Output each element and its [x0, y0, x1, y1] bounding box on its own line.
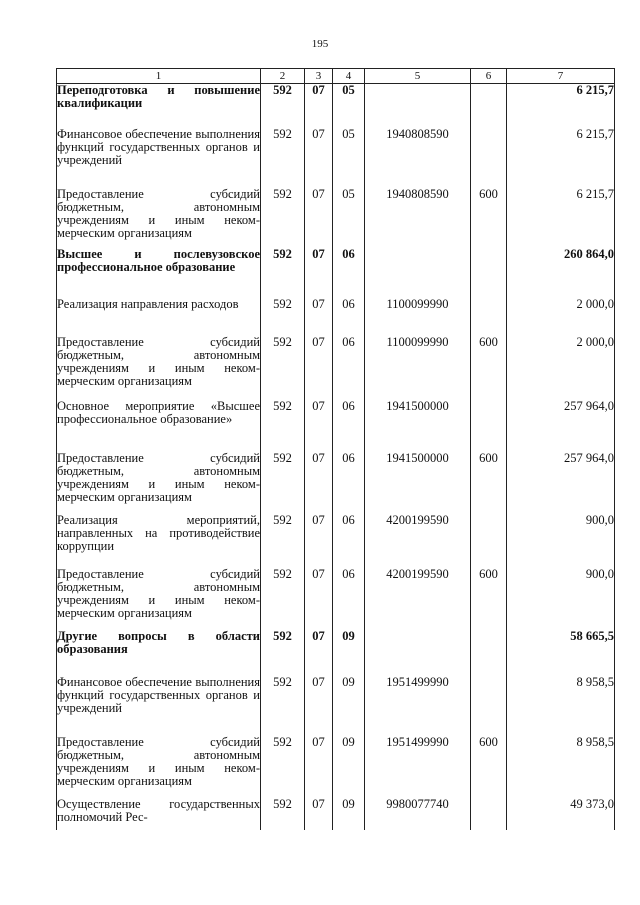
subsection-code-cell: 06 [333, 568, 365, 630]
ministry-code-cell: 592 [261, 514, 305, 568]
table-row [57, 248, 615, 298]
section-code-cell: 07 [305, 514, 333, 568]
expense-type-cell [471, 630, 507, 676]
row-name-cell: Переподготовка и повышение квалификации [57, 84, 261, 128]
ministry-code-cell: 592 [261, 452, 305, 514]
column-header-3: 3 [305, 69, 333, 84]
target-article-cell: 1951499990 [365, 676, 471, 736]
target-article-cell: 1941500000 [365, 400, 471, 452]
row-name-cell: Предоставление субсидий бюджетным, автономным учреждениям и иным некоммерческим организациям [57, 336, 261, 400]
amount-cell: 257 964,0 [507, 400, 615, 452]
target-article-cell: 4200199590 [365, 514, 471, 568]
ministry-code-cell: 592 [261, 568, 305, 630]
amount-cell: 8 958,5 [507, 736, 615, 798]
table-row [57, 336, 615, 400]
column-header-7: 7 [507, 69, 615, 84]
subsection-code-cell: 06 [333, 336, 365, 400]
subsection-code-cell: 09 [333, 798, 365, 830]
ministry-code-cell: 592 [261, 298, 305, 336]
ministry-code-cell: 592 [261, 84, 305, 128]
subsection-code-cell: 05 [333, 84, 365, 128]
amount-cell: 900,0 [507, 514, 615, 568]
section-code-cell: 07 [305, 798, 333, 830]
table-row [57, 298, 615, 336]
expense-type-cell [471, 400, 507, 452]
amount-cell: 260 864,0 [507, 248, 615, 298]
page-number: 195 [311, 38, 329, 50]
expense-type-cell: 600 [471, 336, 507, 400]
expense-type-cell [471, 298, 507, 336]
expense-type-cell [471, 798, 507, 830]
target-article-cell: 1100099990 [365, 298, 471, 336]
expense-type-cell: 600 [471, 568, 507, 630]
row-name-cell: Предоставление субсидий бюджетным, автономным учреждениям и иным некоммерческим организациям [57, 188, 261, 248]
subsection-code-cell: 05 [333, 128, 365, 188]
expense-type-cell [471, 676, 507, 736]
subsection-code-cell: 09 [333, 736, 365, 798]
expense-type-cell [471, 514, 507, 568]
amount-cell: 8 958,5 [507, 676, 615, 736]
amount-cell: 6 215,7 [507, 128, 615, 188]
section-code-cell: 07 [305, 128, 333, 188]
subsection-code-cell: 06 [333, 514, 365, 568]
expense-type-cell: 600 [471, 736, 507, 798]
amount-cell: 49 373,0 [507, 798, 615, 830]
section-code-cell: 07 [305, 630, 333, 676]
expense-type-cell [471, 248, 507, 298]
expense-type-cell [471, 84, 507, 128]
table-row [57, 676, 615, 736]
target-article-cell: 1100099990 [365, 336, 471, 400]
target-article-cell: 1951499990 [365, 736, 471, 798]
table-header-row [57, 69, 615, 84]
subsection-code-cell: 06 [333, 400, 365, 452]
expense-type-cell: 600 [471, 188, 507, 248]
ministry-code-cell: 592 [261, 630, 305, 676]
ministry-code-cell: 592 [261, 400, 305, 452]
table-row [57, 568, 615, 630]
row-name-cell: Основное мероприятие «Высшее профессиональное образование» [57, 400, 261, 452]
subsection-code-cell: 06 [333, 298, 365, 336]
column-header-4: 4 [333, 69, 365, 84]
table-row [57, 798, 615, 830]
section-code-cell: 07 [305, 298, 333, 336]
target-article-cell: 1940808590 [365, 188, 471, 248]
ministry-code-cell: 592 [261, 676, 305, 736]
table-row [57, 736, 615, 798]
row-name-cell: Осуществление государственных полномочий Рес- [57, 798, 261, 830]
row-name-cell: Финансовое обеспечение выполнения функций государственных органов и учреждений [57, 128, 261, 188]
target-article-cell: 9980077740 [365, 798, 471, 830]
amount-cell: 6 215,7 [507, 84, 615, 128]
table-row [57, 400, 615, 452]
target-article-cell: 1941500000 [365, 452, 471, 514]
amount-cell: 900,0 [507, 568, 615, 630]
subsection-code-cell: 06 [333, 248, 365, 298]
section-code-cell: 07 [305, 676, 333, 736]
ministry-code-cell: 592 [261, 736, 305, 798]
ministry-code-cell: 592 [261, 248, 305, 298]
subsection-code-cell: 05 [333, 188, 365, 248]
budget-table [56, 68, 615, 830]
target-article-cell [365, 630, 471, 676]
ministry-code-cell: 592 [261, 188, 305, 248]
column-header-2: 2 [261, 69, 305, 84]
amount-cell: 6 215,7 [507, 188, 615, 248]
amount-cell: 257 964,0 [507, 452, 615, 514]
ministry-code-cell: 592 [261, 128, 305, 188]
table-row [57, 188, 615, 248]
target-article-cell: 4200199590 [365, 568, 471, 630]
subsection-code-cell: 09 [333, 630, 365, 676]
section-code-cell: 07 [305, 84, 333, 128]
target-article-cell: 1940808590 [365, 128, 471, 188]
table-row [57, 452, 615, 514]
row-name-cell: Высшее и послевузовское профессиональное образование [57, 248, 261, 298]
table-row [57, 84, 615, 128]
subsection-code-cell: 09 [333, 676, 365, 736]
section-code-cell: 07 [305, 452, 333, 514]
section-code-cell: 07 [305, 188, 333, 248]
column-header-1: 1 [57, 69, 261, 84]
section-code-cell: 07 [305, 336, 333, 400]
amount-cell: 2 000,0 [507, 336, 615, 400]
ministry-code-cell: 592 [261, 798, 305, 830]
ministry-code-cell: 592 [261, 336, 305, 400]
table-row [57, 514, 615, 568]
expense-type-cell: 600 [471, 452, 507, 514]
row-name-cell: Предоставление субсидий бюджетным, автономным учреждениям и иным некоммерческим организациям [57, 568, 261, 630]
row-name-cell: Другие вопросы в области образования [57, 630, 261, 676]
expense-type-cell [471, 128, 507, 188]
table-row [57, 630, 615, 676]
row-name-cell: Предоставление субсидий бюджетным, автономным учреждениям и иным некоммерческим организациям [57, 736, 261, 798]
section-code-cell: 07 [305, 568, 333, 630]
column-header-5: 5 [365, 69, 471, 84]
table-row [57, 128, 615, 188]
row-name-cell: Реализация мероприятий, направленных на противодействие коррупции [57, 514, 261, 568]
amount-cell: 2 000,0 [507, 298, 615, 336]
table-body [57, 84, 615, 830]
amount-cell: 58 665,5 [507, 630, 615, 676]
target-article-cell [365, 84, 471, 128]
subsection-code-cell: 06 [333, 452, 365, 514]
row-name-cell: Финансовое обеспечение выполнения функций государственных органов и учреждений [57, 676, 261, 736]
section-code-cell: 07 [305, 736, 333, 798]
row-name-cell: Реализация направления расходов [57, 298, 261, 336]
section-code-cell: 07 [305, 400, 333, 452]
column-header-6: 6 [471, 69, 507, 84]
row-name-cell: Предоставление субсидий бюджетным, автономным учреждениям и иным некоммерческим организациям [57, 452, 261, 514]
section-code-cell: 07 [305, 248, 333, 298]
target-article-cell [365, 248, 471, 298]
